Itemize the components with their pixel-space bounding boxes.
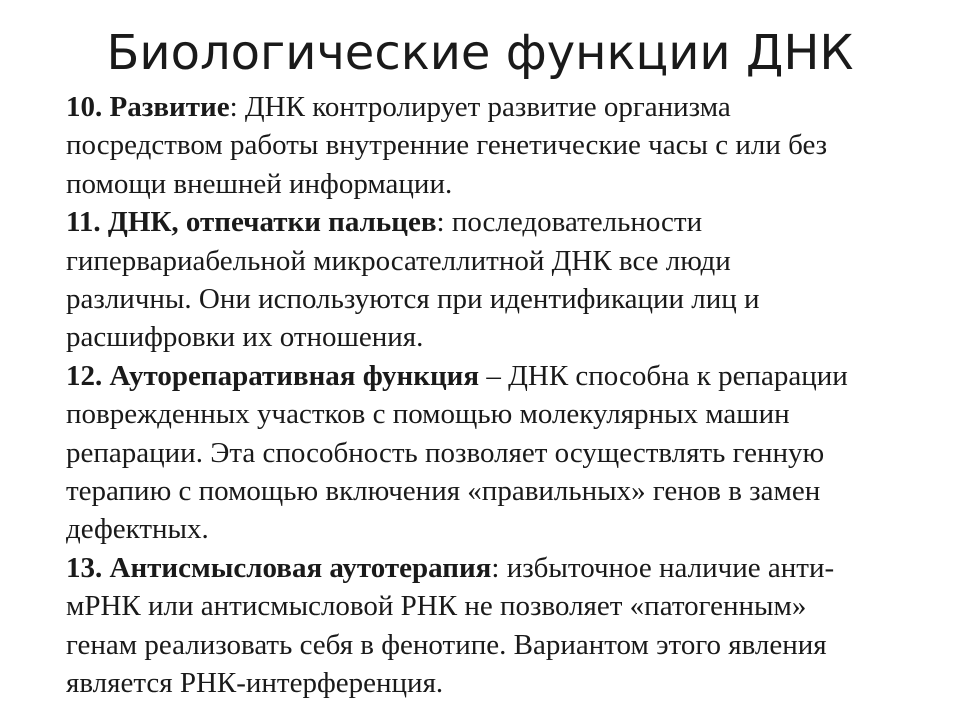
item-text-line: помощи внешней информации. [66, 167, 453, 200]
function-item-12 [66, 357, 946, 549]
item-heading: 13. Антисмысловая аутотерапия [66, 551, 492, 584]
item-text-line: дефектных. [66, 513, 209, 546]
item-first-line [66, 203, 946, 241]
item-text-line: расшифровки их отношения. [66, 321, 424, 354]
item-text-line: посредством работы внутренние генетические часы с или без [66, 129, 828, 162]
item-heading: 12. Ауторепаративная функция [66, 359, 480, 392]
item-text: – ДНК способна к репарации [479, 359, 848, 392]
item-first-line [66, 88, 946, 126]
item-text: последовательности [444, 206, 703, 239]
slide-title: Биологические функции ДНК [106, 25, 854, 81]
item-first-line [66, 549, 946, 587]
item-text-line: поврежденных участков с помощью молекулярных машин [66, 398, 790, 431]
function-item-13 [66, 549, 946, 703]
item-text-line: является РНК-интерференция. [66, 667, 444, 700]
item-first-line [66, 357, 946, 395]
function-item-11 [66, 203, 946, 357]
item-separator: : [229, 91, 238, 123]
function-item-10 [66, 88, 946, 203]
item-heading: 11. ДНК, отпечатки пальцев [66, 206, 437, 239]
item-text-line: терапию с помощью включения «правильных» генов в замен [66, 475, 821, 508]
item-text-line: генам реализовать себя в фенотипе. Вариантом этого явления [66, 628, 827, 661]
item-heading: 10. Развитие [66, 91, 230, 123]
item-text: избыточное наличие анти- [499, 551, 835, 584]
item-text: ДНК контролирует развитие организма [237, 91, 731, 123]
item-text-line: мРНК или антисмысловой РНК не позволяет «патогенным» [66, 590, 807, 623]
item-text-line: репарации. Эта способность позволяет осуществлять генную [66, 436, 825, 469]
item-text-line: различны. Они используются при идентификации лиц и [66, 283, 760, 316]
item-text-line: гипервариабельной микросателлитной ДНК все люди [66, 244, 731, 277]
item-separator: : [436, 206, 445, 239]
slide-content [66, 88, 946, 703]
item-separator: : [491, 551, 500, 584]
